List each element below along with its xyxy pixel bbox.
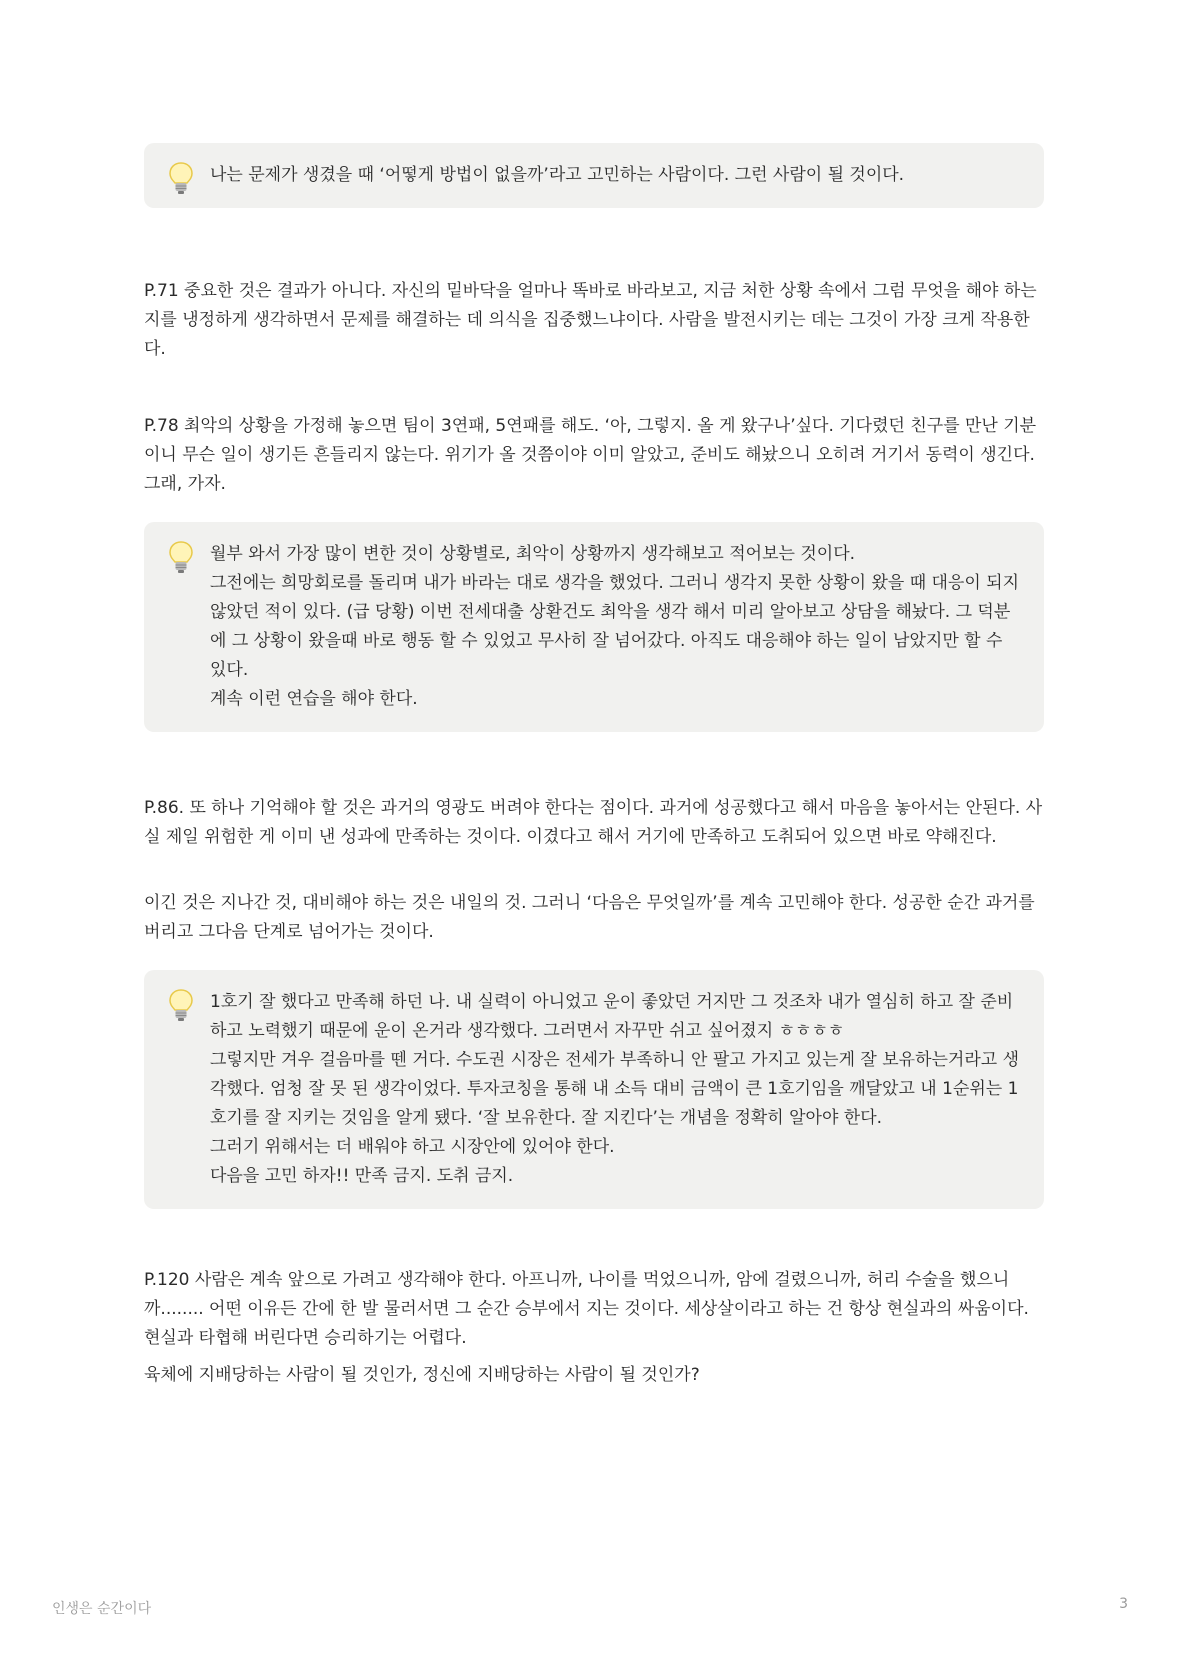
paragraph: 이긴 것은 지나간 것, 대비해야 하는 것은 내일의 것. 그러니 ‘다음은 무엇일까’를 계속 고민해야 한다. 성공한 순간 과거를 버리고 그다음 단계로 넘어가는 것이다. <box>144 893 1035 942</box>
paragraph: P.78 최악의 상황을 가정해 놓으면 팀이 3연패, 5연패를 해도. ‘아, 그렇지. 올 게 왔구나’싶다. 기다렸던 친구를 만난 기분이니 무슨 일이 생기든 흔들리지 않는다. 위기가 올 것쯤이야 이미 알았고, 준비도 해놨으니 오히려 거기서 동력이 생긴다. 그래, 가자. <box>144 416 1037 494</box>
lightbulb-icon <box>168 988 194 1022</box>
paragraph: P.120 사람은 계속 앞으로 가려고 생각해야 한다. 아프니까, 나이를 먹었으니까, 암에 걸렸으니까, 허리 수술을 했으니까........ 어떤 이유든 간에 한 발 물러서면 그 순간 승부에서 지는 것이다. 세상살이라고 하는 건 항상 현실과의 싸움이다. 현실과 타협해 버린다면 승리하기는 어렵다. <box>144 1270 1029 1348</box>
callout-1 <box>144 143 1044 208</box>
lightbulb-icon <box>168 161 194 195</box>
callout-3 <box>144 970 1044 1209</box>
paragraph: 육체에 지배당하는 사람이 될 것인가, 정신에 지배당하는 사람이 될 것인가? <box>144 1365 700 1385</box>
paragraph: P.71 중요한 것은 결과가 아니다. 자신의 밑바닥을 얼마나 똑바로 바라보고, 지금 처한 상황 속에서 그럼 무엇을 해야 하는지를 냉정하게 생각하면서 문제를 해결하는 데 의식을 집중했느냐이다. 사람을 발전시키는 데는 그것이 가장 크게 작용한다. <box>144 281 1037 359</box>
callout-text: 그렇지만 겨우 걸음마를 뗀 거다. 수도권 시장은 전세가 부족하니 안 팔고 가지고 있는게 잘 보유하는거라고 생각했다. 엄청 잘 못 된 생각이었다. 투자코칭을 통해 내 소득 대비 금액이 큰 1호기임을 깨달았고 내 1순위는 1호기를 잘 지키는 것임을 알게 됐다. ‘잘 보유한다. 잘 지킨다’는 개념을 정확히 알아야 한다. <box>210 1050 1020 1128</box>
callout-text: 다음을 고민 하자!! 만족 금지. 도취 금지. <box>210 1166 514 1186</box>
callout-2 <box>144 522 1044 732</box>
callout-text: 그러기 위해서는 더 배워야 하고 시장안에 있어야 한다. <box>210 1137 615 1157</box>
lightbulb-icon <box>168 540 194 574</box>
callout-text: 월부 와서 가장 많이 변한 것이 상황별로, 최악이 상황까지 생각해보고 적어보는 것이다. <box>210 544 856 564</box>
callout-text: 그전에는 희망회로를 돌리며 내가 바라는 대로 생각을 했었다. 그러니 생각지 못한 상황이 왔을 때 대응이 되지 않았던 적이 있다. (급 당황) 이번 전세대출 상환건도 최악을 생각 해서 미리 알아보고 상담을 해놨다. 그 덕분에 그 상황이 왔을때 바로 행동 할 수 있었고 무사히 잘 넘어갔다. 아직도 대응해야 하는 일이 남았지만 할 수 있다. <box>210 573 1020 680</box>
callout-text: 나는 문제가 생겼을 때 ‘어떻게 방법이 없을까’라고 고민하는 사람이다. 그런 사람이 될 것이다. <box>210 165 905 185</box>
callout-text: 1호기 잘 했다고 만족해 하던 나. 내 실력이 아니었고 운이 좋았던 거지만 그 것조차 내가 열심히 하고 잘 준비하고 노력했기 때문에 운이 온거라 생각했다. 그러면서 자꾸만 쉬고 싶어졌지 ㅎㅎㅎㅎ <box>210 992 1014 1041</box>
callout-text: 계속 이런 연습을 해야 한다. <box>210 689 418 709</box>
paragraph: P.86. 또 하나 기억해야 할 것은 과거의 영광도 버려야 한다는 점이다. 과거에 성공했다고 해서 마음을 놓아서는 안된다. 사실 제일 위험한 게 이미 낸 성과에 만족하는 것이다. 이겼다고 해서 거기에 만족하고 도취되어 있으면 바로 약해진다. <box>144 798 1043 847</box>
footer-page-number: 3 <box>1119 1596 1128 1612</box>
footer-document-title: 인생은 순간이다 <box>52 1601 152 1617</box>
